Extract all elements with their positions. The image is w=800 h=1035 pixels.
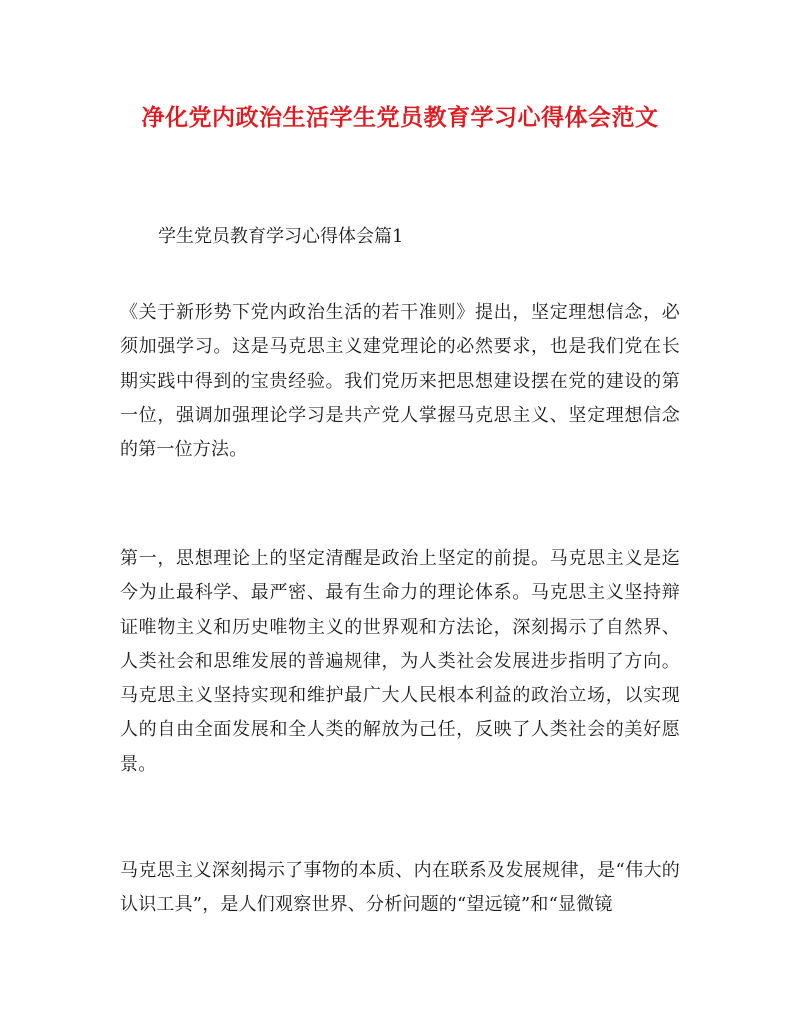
- paragraph-1: 《关于新形势下党内政治生活的若干准则》提出，坚定理想信念，必须加强学习。这是马克思主义建党理论的必然要求，也是我们党在长期实践中得到的宝贵经验。我们党历来把思想建设摆在党的建设的第一位，强调加强理论学习是共产党人掌握马克思主义、坚定理想信念的第一位方法。: [120, 302, 680, 461]
- document-title: 净化党内政治生活学生党员教育学习心得体会范文: [141, 104, 659, 131]
- section-subtitle: 学生党员教育学习心得体会篇1: [158, 226, 404, 247]
- paragraph-2: 第一，思想理论上的坚定清醒是政治上坚定的前提。马克思主义是迄今为止最科学、最严密、最有生命力的理论体系。马克思主义坚持辩证唯物主义和历史唯物主义的世界观和方法论，深刻揭示了自然界、人类社会和思维发展的普遍规律，为人类社会发展进步指明了方向。马克思主义坚持实现和维护最广大人民根本利益的政治立场，以实现人的自由全面发展和全人类的解放为己任，反映了人类社会的美好愿景。: [120, 548, 680, 775]
- paragraph-3: 马克思主义深刻揭示了事物的本质、内在联系及发展规律，是“伟大的认识工具”，是人们观察世界、分析问题的“望远镜”和“显微镜: [120, 860, 680, 916]
